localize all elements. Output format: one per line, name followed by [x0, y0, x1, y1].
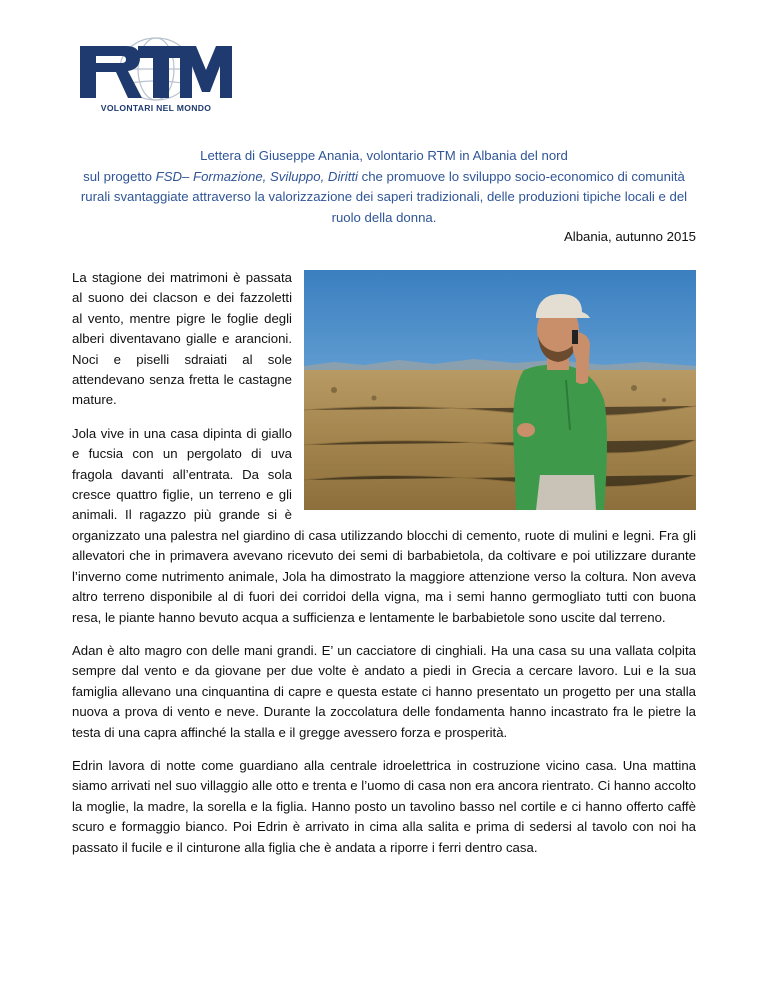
volunteer-photo — [304, 270, 696, 510]
heading-line-1: Lettera di Giuseppe Anania, volontario RTM in Albania del nord — [200, 148, 568, 163]
heading-project-description: che promuove lo sviluppo socio-economico di comunità rurali svantaggiate attraverso la valorizzazione dei saperi tradizionali, delle produzioni tipiche locali e del ruolo della donna. — [80, 168, 688, 225]
heading-project-intro: sul progetto — [83, 168, 156, 184]
paragraph-1: La stagione dei matrimoni è passata al suono dei clacson e dei fazzoletti al vento, mentre pigre le foglie degli alberi diventavano gialle e arancioni. Noci e piselli sdraiati al sole attendevano senza fretta le castagne mature. — [72, 270, 292, 408]
logo-tagline: VOLONTARI NEL MONDO — [100, 103, 212, 113]
rtm-logo-mark — [80, 36, 232, 102]
paragraph-2: Jola vive in una casa dipinta di giallo e fucsia con un pergolato di uva fragola davanti all’entrata. Da sola cresce quattro figlie, un terreno e gli animali. Il ragazzo più grande si è organizzato una palestra nel giardino di casa utilizzando blocchi di cemento, ruote di mulini e legni. Fra gli allevatori che in primavera avevano ricevuto dei semi di barbabietola, da coltivare e poi utilizzare durante l’inverno come nutrimento animale, Jola ha dimostrato la maggiore attenzione verso la coltura. Non aveva altro terreno disponibile al di fuori dei corridoi della vigna, ma i semi hanno germogliato tutti con buona resa, le piante hanno bevuto acqua a sufficienza e lentamente le barbabietole sono uscite dal terreno. — [72, 425, 696, 625]
paragraph-3: Adan è alto magro con delle mani grandi. E’ un cacciatore di cinghiali. Ha una casa su una vallata colpita sempre dal vento e da giovane per due volte è andato a piedi in Grecia a cercare lavoro. Lui e la sua famiglia allevano una cinquantina di capre e questa estate ci hanno presentato un progetto per una stalla nuova a prova di vento e neve. Durante la zoccolatura delle fondamenta hanno incastrato fra le pietre la testa di una capra affinché la stalla e il gregge avessero forza e prosperità. — [72, 642, 696, 740]
project-name: FSD– Formazione, Sviluppo, Diritti — [155, 168, 358, 184]
letter-heading — [72, 146, 696, 228]
dateline: Albania, autunno 2015 — [564, 229, 696, 244]
heading-line-2 — [72, 167, 696, 229]
letter-body — [72, 268, 696, 871]
rtm-logo — [80, 36, 232, 118]
paragraph-4: Edrin lavora di notte come guardiano alla centrale idroelettrica in costruzione vicino casa. Una mattina siamo arrivati nel suo villaggio alle otto e trenta e l’uomo di casa non era ancora rientrato. Ci hanno accolto la moglie, la madre, la sorella e la figlia. Hanno posto un tavolino basso nel cortile e ci hanno offerto caffè scuro e formaggio bianco. Poi Edrin è arrivato in cima alla salita e prima di sedersi al tavolo con noi ha passato il fucile e il cinturone alla figlia che è andata a riporre i ferri dentro casa. — [72, 757, 696, 855]
field-landscape-image — [304, 270, 696, 510]
